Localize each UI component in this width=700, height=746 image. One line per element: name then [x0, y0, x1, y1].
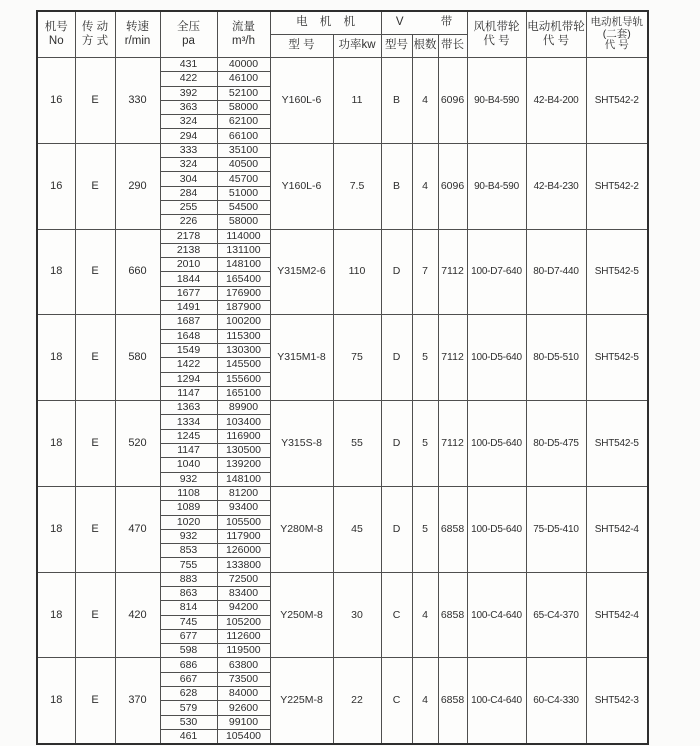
- cell-belt-count: 5: [412, 401, 438, 487]
- cell-motor-rail: SHT542-5: [586, 315, 648, 401]
- cell-motor-pulley: 42-B4-230: [526, 143, 586, 229]
- cell-flow: 35100: [217, 143, 270, 157]
- cell-fan-pulley: 100-C4-640: [467, 572, 526, 658]
- cell-speed: 370: [115, 658, 160, 744]
- cell-motor-pulley: 80-D7-440: [526, 229, 586, 315]
- cell-speed: 580: [115, 315, 160, 401]
- header-fan-pulley-line2: 代 号: [483, 34, 510, 47]
- header-drive-mode: [75, 11, 115, 58]
- cell-fan-pulley: 100-D5-640: [467, 486, 526, 572]
- cell-motor-pulley: 65-C4-370: [526, 572, 586, 658]
- cell-speed: 420: [115, 572, 160, 658]
- cell-pressure: 863: [160, 586, 217, 600]
- cell-pressure: 255: [160, 200, 217, 214]
- cell-belt-length: 6096: [438, 143, 467, 229]
- cell-pressure: 677: [160, 629, 217, 643]
- header-machine-no-line2: No: [48, 34, 64, 47]
- cell-pressure: 667: [160, 672, 217, 686]
- cell-pressure: 333: [160, 143, 217, 157]
- table-row: [37, 315, 648, 329]
- cell-pressure: 1363: [160, 401, 217, 415]
- cell-belt-type: B: [381, 58, 412, 144]
- cell-pressure: 324: [160, 158, 217, 172]
- cell-flow: 45700: [217, 172, 270, 186]
- cell-flow: 131100: [217, 243, 270, 257]
- cell-pressure: 1294: [160, 372, 217, 386]
- cell-flow: 133800: [217, 558, 270, 572]
- cell-motor-model: Y315S-8: [270, 401, 333, 487]
- table-header: [37, 11, 648, 58]
- cell-pressure: 363: [160, 100, 217, 114]
- header-fan-pulley: [467, 11, 526, 58]
- table-row: [37, 486, 648, 500]
- cell-flow: 40500: [217, 158, 270, 172]
- table-row: [37, 143, 648, 157]
- cell-belt-count: 7: [412, 229, 438, 315]
- table-row: [37, 572, 648, 586]
- cell-pressure: 431: [160, 58, 217, 72]
- cell-machine-no: 18: [37, 401, 75, 487]
- cell-pressure: 755: [160, 558, 217, 572]
- cell-flow: 105500: [217, 515, 270, 529]
- cell-pressure: 1089: [160, 501, 217, 515]
- header-motor-pulley-line2: 代 号: [542, 34, 570, 47]
- cell-drive-mode: E: [75, 143, 115, 229]
- cell-pressure: 1687: [160, 315, 217, 329]
- cell-flow: 155600: [217, 372, 270, 386]
- cell-fan-pulley: 100-C4-640: [467, 658, 526, 744]
- cell-fan-pulley: 90-B4-590: [467, 58, 526, 144]
- cell-power: 110: [333, 229, 381, 315]
- cell-flow: 58000: [217, 215, 270, 229]
- table-row: [37, 58, 648, 72]
- cell-flow: 148100: [217, 258, 270, 272]
- cell-pressure: 1491: [160, 301, 217, 315]
- cell-belt-length: 6096: [438, 58, 467, 144]
- cell-flow: 40000: [217, 58, 270, 72]
- cell-belt-type: C: [381, 572, 412, 658]
- cell-motor-rail: SHT542-3: [586, 658, 648, 744]
- cell-flow: 84000: [217, 687, 270, 701]
- cell-pressure: 1108: [160, 486, 217, 500]
- cell-drive-mode: E: [75, 58, 115, 144]
- cell-motor-model: Y250M-8: [270, 572, 333, 658]
- header-motor-pulley: [526, 11, 586, 58]
- cell-pressure: 422: [160, 72, 217, 86]
- cell-pressure: 1422: [160, 358, 217, 372]
- cell-belt-length: 7112: [438, 229, 467, 315]
- cell-flow: 130500: [217, 444, 270, 458]
- cell-pressure: 814: [160, 601, 217, 615]
- cell-machine-no: 18: [37, 229, 75, 315]
- cell-pressure: 294: [160, 129, 217, 143]
- cell-pressure: 1147: [160, 386, 217, 400]
- cell-belt-type: D: [381, 229, 412, 315]
- cell-drive-mode: E: [75, 229, 115, 315]
- header-motor-model: 型 号: [270, 35, 333, 58]
- cell-pressure: 324: [160, 115, 217, 129]
- cell-flow: 114000: [217, 229, 270, 243]
- cell-flow: 126000: [217, 544, 270, 558]
- cell-belt-type: D: [381, 486, 412, 572]
- cell-flow: 89900: [217, 401, 270, 415]
- cell-flow: 176900: [217, 286, 270, 300]
- header-pressure: [160, 11, 217, 58]
- table-row: [37, 229, 648, 243]
- cell-flow: 83400: [217, 586, 270, 600]
- header-motor-rail-line1: 电动机导轨: [590, 16, 644, 29]
- cell-motor-model: Y160L-6: [270, 58, 333, 144]
- header-motor-group: 电 机 机: [270, 11, 381, 35]
- cell-motor-pulley: 60-C4-330: [526, 658, 586, 744]
- cell-machine-no: 18: [37, 315, 75, 401]
- cell-pressure: 1648: [160, 329, 217, 343]
- cell-belt-count: 4: [412, 143, 438, 229]
- cell-flow: 105200: [217, 615, 270, 629]
- cell-belt-length: 6858: [438, 486, 467, 572]
- header-belt-type: 型号: [381, 35, 412, 58]
- cell-belt-type: B: [381, 143, 412, 229]
- cell-belt-length: 7112: [438, 315, 467, 401]
- cell-flow: 130300: [217, 343, 270, 357]
- cell-belt-count: 4: [412, 58, 438, 144]
- cell-flow: 73500: [217, 672, 270, 686]
- cell-motor-rail: SHT542-4: [586, 572, 648, 658]
- cell-flow: 51000: [217, 186, 270, 200]
- header-row-1: [37, 11, 648, 35]
- cell-motor-pulley: 42-B4-200: [526, 58, 586, 144]
- cell-flow: 117900: [217, 529, 270, 543]
- cell-drive-mode: E: [75, 315, 115, 401]
- cell-flow: 72500: [217, 572, 270, 586]
- cell-motor-model: Y315M1-8: [270, 315, 333, 401]
- cell-machine-no: 18: [37, 658, 75, 744]
- cell-flow: 99100: [217, 715, 270, 729]
- cell-motor-pulley: 75-D5-410: [526, 486, 586, 572]
- header-machine-no: [37, 11, 75, 58]
- header-speed-line2: r/min: [124, 34, 151, 47]
- header-drive-line1: 传 动: [81, 20, 109, 33]
- cell-flow: 148100: [217, 472, 270, 486]
- header-drive-line2: 方 式: [81, 34, 109, 47]
- cell-motor-rail: SHT542-5: [586, 229, 648, 315]
- header-flow-line1: 流量: [232, 20, 255, 33]
- cell-pressure: 1147: [160, 444, 217, 458]
- cell-flow: 81200: [217, 486, 270, 500]
- cell-pressure: 2010: [160, 258, 217, 272]
- table-body: [37, 58, 648, 745]
- cell-pressure: 392: [160, 86, 217, 100]
- cell-flow: 66100: [217, 129, 270, 143]
- table-row: [37, 658, 648, 672]
- cell-flow: 52100: [217, 86, 270, 100]
- cell-pressure: 932: [160, 472, 217, 486]
- cell-machine-no: 18: [37, 572, 75, 658]
- cell-motor-rail: SHT542-2: [586, 143, 648, 229]
- cell-belt-type: C: [381, 658, 412, 744]
- cell-power: 45: [333, 486, 381, 572]
- cell-belt-length: 6858: [438, 658, 467, 744]
- cell-power: 7.5: [333, 143, 381, 229]
- cell-pressure: 745: [160, 615, 217, 629]
- cell-pressure: 304: [160, 172, 217, 186]
- cell-pressure: 1549: [160, 343, 217, 357]
- header-speed: [115, 11, 160, 58]
- cell-flow: 93400: [217, 501, 270, 515]
- header-pressure-line1: 全压: [177, 20, 200, 33]
- cell-flow: 116900: [217, 429, 270, 443]
- cell-pressure: 2178: [160, 229, 217, 243]
- cell-pressure: 461: [160, 729, 217, 744]
- header-motor-power: 功率kw: [333, 35, 381, 58]
- cell-motor-model: Y280M-8: [270, 486, 333, 572]
- cell-pressure: 1245: [160, 429, 217, 443]
- cell-power: 11: [333, 58, 381, 144]
- cell-pressure: 530: [160, 715, 217, 729]
- cell-flow: 119500: [217, 644, 270, 658]
- cell-machine-no: 16: [37, 143, 75, 229]
- cell-pressure: 883: [160, 572, 217, 586]
- cell-pressure: 628: [160, 687, 217, 701]
- table-row: [37, 401, 648, 415]
- cell-fan-pulley: 100-D5-640: [467, 401, 526, 487]
- cell-belt-count: 4: [412, 658, 438, 744]
- cell-motor-pulley: 80-D5-475: [526, 401, 586, 487]
- header-motor-pulley-line1: 电动机带轮: [527, 20, 585, 33]
- cell-power: 75: [333, 315, 381, 401]
- cell-pressure: 1677: [160, 286, 217, 300]
- cell-fan-pulley: 100-D7-640: [467, 229, 526, 315]
- header-vbelt-group: V 带: [381, 11, 467, 35]
- cell-drive-mode: E: [75, 658, 115, 744]
- header-motor-rail-line3: 代 号: [604, 39, 629, 52]
- header-fan-pulley-line1: 风机带轮: [473, 20, 520, 33]
- header-flow-line2: m³/h: [232, 34, 255, 47]
- cell-motor-model: Y225M-8: [270, 658, 333, 744]
- fan-selection-table: [36, 10, 649, 745]
- cell-power: 30: [333, 572, 381, 658]
- header-flow: [217, 11, 270, 58]
- cell-flow: 63800: [217, 658, 270, 672]
- header-belt-count: 根数: [412, 35, 438, 58]
- cell-fan-pulley: 90-B4-590: [467, 143, 526, 229]
- cell-flow: 145500: [217, 358, 270, 372]
- cell-pressure: 1334: [160, 415, 217, 429]
- cell-machine-no: 18: [37, 486, 75, 572]
- cell-flow: 103400: [217, 415, 270, 429]
- cell-motor-rail: SHT542-4: [586, 486, 648, 572]
- cell-pressure: 579: [160, 701, 217, 715]
- cell-flow: 165100: [217, 386, 270, 400]
- cell-power: 55: [333, 401, 381, 487]
- header-motor-rail-line2: (二套): [602, 27, 631, 40]
- cell-belt-count: 5: [412, 486, 438, 572]
- cell-flow: 54500: [217, 200, 270, 214]
- cell-fan-pulley: 100-D5-640: [467, 315, 526, 401]
- cell-belt-type: D: [381, 401, 412, 487]
- cell-flow: 58000: [217, 100, 270, 114]
- header-motor-rail: [586, 11, 648, 58]
- cell-pressure: 1040: [160, 458, 217, 472]
- cell-flow: 112600: [217, 629, 270, 643]
- cell-power: 22: [333, 658, 381, 744]
- cell-drive-mode: E: [75, 401, 115, 487]
- cell-machine-no: 16: [37, 58, 75, 144]
- cell-pressure: 598: [160, 644, 217, 658]
- header-pressure-line2: pa: [182, 34, 195, 47]
- cell-drive-mode: E: [75, 572, 115, 658]
- cell-speed: 470: [115, 486, 160, 572]
- cell-speed: 660: [115, 229, 160, 315]
- cell-belt-length: 6858: [438, 572, 467, 658]
- cell-flow: 62100: [217, 115, 270, 129]
- cell-belt-count: 4: [412, 572, 438, 658]
- cell-belt-length: 7112: [438, 401, 467, 487]
- cell-pressure: 284: [160, 186, 217, 200]
- cell-belt-count: 5: [412, 315, 438, 401]
- cell-flow: 105400: [217, 729, 270, 744]
- cell-flow: 46100: [217, 72, 270, 86]
- cell-flow: 187900: [217, 301, 270, 315]
- cell-pressure: 853: [160, 544, 217, 558]
- cell-speed: 290: [115, 143, 160, 229]
- cell-flow: 92600: [217, 701, 270, 715]
- cell-flow: 100200: [217, 315, 270, 329]
- cell-pressure: 932: [160, 529, 217, 543]
- cell-motor-rail: SHT542-2: [586, 58, 648, 144]
- header-belt-length: 带长: [438, 35, 467, 58]
- cell-pressure: 1844: [160, 272, 217, 286]
- cell-motor-model: Y160L-6: [270, 143, 333, 229]
- cell-pressure: 2138: [160, 243, 217, 257]
- cell-flow: 165400: [217, 272, 270, 286]
- cell-speed: 520: [115, 401, 160, 487]
- header-machine-no-line1: 机号: [44, 20, 68, 33]
- cell-flow: 139200: [217, 458, 270, 472]
- cell-flow: 94200: [217, 601, 270, 615]
- cell-pressure: 686: [160, 658, 217, 672]
- cell-pressure: 226: [160, 215, 217, 229]
- cell-motor-pulley: 80-D5-510: [526, 315, 586, 401]
- cell-drive-mode: E: [75, 486, 115, 572]
- cell-motor-rail: SHT542-5: [586, 401, 648, 487]
- cell-flow: 115300: [217, 329, 270, 343]
- cell-motor-model: Y315M2-6: [270, 229, 333, 315]
- cell-speed: 330: [115, 58, 160, 144]
- header-speed-line1: 转速: [126, 20, 149, 33]
- cell-belt-type: D: [381, 315, 412, 401]
- cell-pressure: 1020: [160, 515, 217, 529]
